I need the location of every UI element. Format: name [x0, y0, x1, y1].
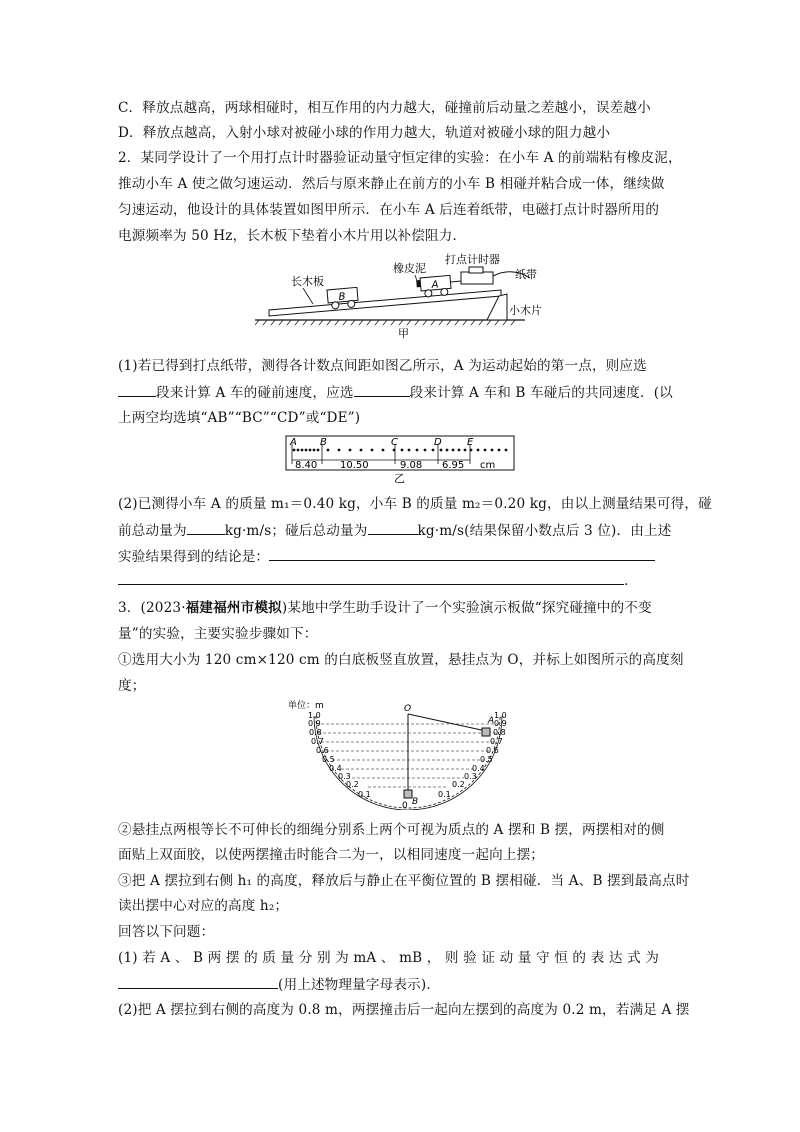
pendulum-b-label: B	[412, 797, 419, 807]
q3-line1: 3．(2023·福建福州市模拟)某地中学生助手设计了一个实验演示板做“探究碰撞中的不变	[118, 600, 652, 616]
q3-line12: (2)把 A 摆拉到右侧的高度为 0.8 m，两摆撞击后一起向左摆到的高度为 0.2 m，若满足 A 摆	[118, 1002, 690, 1018]
tick-left-0.8: 0.8	[309, 728, 322, 737]
label-putty: 橡皮泥	[393, 262, 426, 275]
answer-blank-5[interactable]	[269, 546, 655, 561]
ticker-timer	[451, 267, 493, 284]
tape-unit: cm	[480, 460, 496, 471]
tape-point-b: B	[320, 437, 327, 448]
tape-distance-ab: 8.40	[295, 460, 318, 471]
q3-line11: (用上述物理量字母表示)．	[118, 974, 440, 995]
tick-left-0.4: 0.4	[329, 764, 342, 773]
tick-left-0.7: 0.7	[311, 737, 324, 746]
point-o: O	[404, 704, 412, 714]
answer-blank-7[interactable]	[118, 974, 278, 989]
q2-part1-line2: 段来计算 A 车的碰前速度，应选 段来计算 A 车和 B 车碰后的共同速度．(以	[118, 382, 673, 403]
tick-right-1.0: 1.0	[494, 711, 507, 720]
figure-cart-apparatus	[255, 248, 555, 340]
tick-left-0.1: 0.1	[358, 790, 371, 799]
option-d: D．释放点越高，入射小球对被碰小球的作用力越大，轨道对被碰小球的阻力越小	[118, 125, 611, 141]
answer-blank-3[interactable]	[187, 520, 225, 535]
tick-left-0.3: 0.3	[338, 772, 351, 781]
option-c: C．释放点越高，两球相碰时，相互作用的内力越大，碰撞前后动量之差越小，误差越小	[118, 100, 651, 116]
tick-right-0.8: 0.8	[493, 728, 506, 737]
answer-blank-2[interactable]	[354, 382, 410, 397]
q3-line8: 读出摆中心对应的高度 h₂；	[118, 898, 289, 914]
caption-jia: 甲	[398, 327, 409, 340]
q2-part2-line3: 实验结果得到的结论是：	[118, 546, 655, 567]
q3-line5: ②悬挂点两根等长不可伸长的细绳分别系上两个可视为质点的 A 摆和 B 摆，两摆相对的侧	[118, 822, 665, 838]
tick-left-0.9: 0.9	[308, 719, 321, 728]
tick-right-0.5: 0.5	[480, 755, 493, 764]
label-tape: 纸带	[515, 268, 537, 281]
q3-line9: 回答以下问题：	[118, 924, 215, 940]
tape-point-c: C	[391, 437, 398, 448]
q3-line6: 面贴上双面胶，以使两摆撞击时能合二为一，以相同速度一起向上摆；	[118, 847, 545, 863]
tick-right-0.1: 0.1	[438, 790, 451, 799]
tape-point-e: E	[467, 437, 474, 448]
answer-blank-4[interactable]	[368, 520, 418, 535]
answer-blank-6[interactable]	[118, 570, 624, 585]
label-wedge: 小木片	[509, 304, 542, 317]
q2-stem-line3: 匀速运动，他设计的具体装置如图甲所示．在小车 A 后连着纸带，电磁打点计时器所用的	[118, 202, 660, 218]
figure-paper-tape	[284, 434, 516, 484]
q3-line4: 度；	[118, 678, 146, 694]
caption-yi: 乙	[394, 472, 405, 484]
q3-line7: ③把 A 摆拉到右侧 h₁ 的高度，释放后与静止在平衡位置的 B 摆相碰．当 A、B 摆到最高点时	[118, 873, 690, 889]
pendulum-a-label: A	[488, 716, 495, 726]
tick-right-0.2: 0.2	[452, 780, 465, 789]
tape-distance-cd: 9.08	[400, 460, 423, 471]
answer-blank-1[interactable]	[118, 382, 156, 397]
q2-part2-line2: 前总动量为 kg·m/s；碰后总动量为 kg·m/s(结果保留小数点后 3 位)．由上述	[118, 520, 671, 541]
q2-part1-line3: 上两空均选填“AB”“BC”“CD”或“DE”)	[118, 410, 361, 426]
tick-left-1.0: 1.0	[308, 711, 321, 720]
tick-left-0.6: 0.6	[316, 746, 329, 755]
tape-distance-bc: 10.50	[340, 460, 369, 471]
tape-point-a: A	[290, 437, 297, 448]
label-board: 长木板	[291, 275, 324, 288]
q2-part2-line4: .	[118, 570, 628, 591]
cart-a	[416, 275, 452, 297]
tick-right-0.3: 0.3	[464, 772, 477, 781]
tick-bottom: 0	[402, 801, 408, 810]
tape-point-d: D	[434, 437, 442, 448]
cart-a-label: A	[431, 279, 439, 291]
q3-line10: (1) 若 A 、 B 两 摆 的 质 量 分 别 为 mA 、 mB ， 则 验 证 动 量 守 恒 的 表 达 式 为	[118, 950, 660, 966]
unit-label: 单位：m	[288, 701, 324, 711]
figure-pendulum-board	[282, 698, 522, 810]
tape-distance-de: 6.95	[442, 460, 465, 471]
tick-right-0.9: 0.9	[494, 719, 507, 728]
tick-left-0.5: 0.5	[322, 755, 335, 764]
q2-stem-line4: 电源频率为 50 Hz，长木板下垫着小木片用以补偿阻力．	[118, 228, 467, 244]
q2-part1-line1: (1)若已得到打点纸带，测得各计数点间距如图乙所示，A 为运动起始的第一点，则应选	[118, 358, 647, 374]
q3-line3: ①选用大小为 120 cm×120 cm 的白底板竖直放置，悬挂点为 O，并标上如图所示的高度刻	[118, 652, 684, 668]
tick-right-0.4: 0.4	[472, 764, 485, 773]
q2-stem-line2: 推动小车 A 使之做匀速运动．然后与原来静止在前方的小车 B 相碰并粘合成一体，继续做	[118, 176, 665, 192]
tick-right-0.6: 0.6	[486, 746, 499, 755]
cart-b-label: B	[338, 291, 347, 303]
label-timer: 打点计时器	[445, 253, 500, 266]
q2-stem-line1: 2．某同学设计了一个用打点计时器验证动量守恒定律的实验：在小车 A 的前端粘有橡皮泥，	[118, 150, 682, 166]
tick-right-0.7: 0.7	[490, 737, 503, 746]
q2-part2-line1: (2)已测得小车 A 的质量 m₁＝0.40 kg，小车 B 的质量 m₂＝0.20 kg，由以上测量结果可得，碰	[118, 496, 712, 512]
q3-line2: 量”的实验，主要实验步骤如下：	[118, 626, 318, 642]
tick-left-0.2: 0.2	[346, 780, 359, 789]
